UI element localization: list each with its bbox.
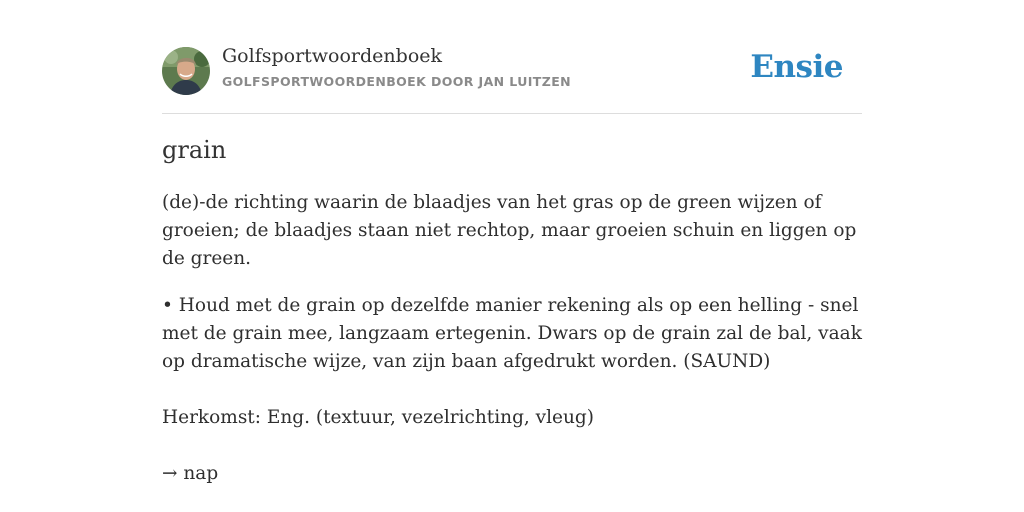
spacer <box>162 432 862 460</box>
avatar[interactable] <box>162 47 210 95</box>
author-photo <box>162 47 210 95</box>
entry-origin: Herkomst: Eng. (textuur, vezelrichting, vleug) <box>162 407 594 428</box>
dictionary-subtitle[interactable]: GOLFSPORTWOORDENBOEK DOOR JAN LUITZEN <box>222 74 571 89</box>
ensie-logo[interactable]: Ensie <box>750 49 843 85</box>
entry-definition: (de)-de richting waarin de blaadjes van het gras op de green wijzen of groeien; de blaadjes staan niet rechtop, maar groeien schuin en liggen op de green. <box>162 192 857 269</box>
see-also <box>162 460 862 488</box>
entry-word: grain <box>162 136 227 164</box>
spacer <box>162 376 862 404</box>
entry-example: • Houd met de grain op dezelfde manier rekening als op een helling - snel met de grain mee, langzaam ertegenin. Dwars op de grain zal de bal, vaak op dramatische wijze, van zijn baan afgedrukt worden. (SAUND) <box>162 295 862 372</box>
entry-card <box>162 0 862 484</box>
entry-body <box>162 189 862 488</box>
dictionary-header <box>162 0 862 114</box>
see-also-link[interactable]: → nap <box>162 463 219 484</box>
dictionary-title[interactable]: Golfsportwoordenboek <box>222 45 443 67</box>
